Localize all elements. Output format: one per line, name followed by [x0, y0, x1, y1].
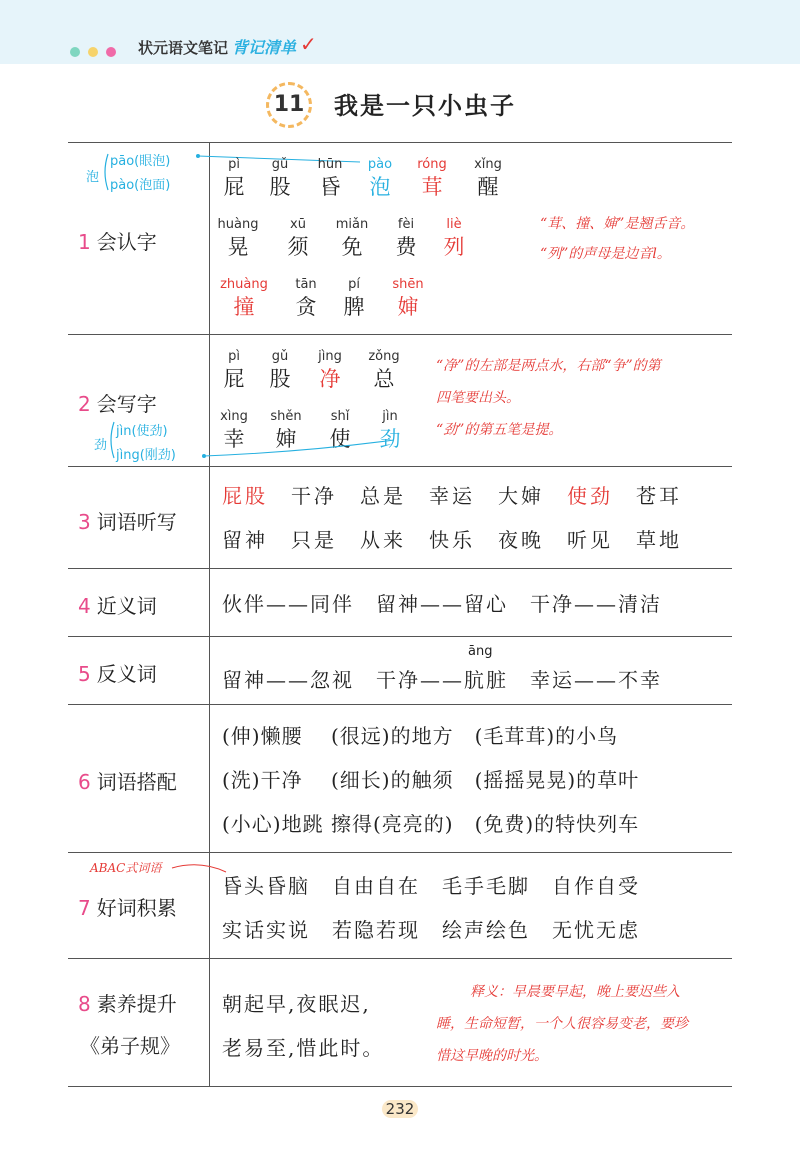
dictation-row-2	[222, 524, 682, 553]
poly-reading-1: jìn(使劲)	[116, 424, 168, 439]
char-item: xǐng 醒	[474, 157, 502, 199]
word: 幸运	[429, 484, 475, 508]
word: 只是	[291, 528, 337, 552]
poly-reading-2: pào(泡面)	[110, 178, 171, 193]
word: 听见	[567, 528, 613, 552]
char-item: hūn 昏	[317, 157, 343, 199]
section-name: 背记清单	[232, 38, 297, 57]
antonym-b: 干净——	[376, 668, 464, 692]
word: 从来	[360, 528, 406, 552]
char-item: pào 泡	[367, 157, 393, 199]
char-item: gǔ 股	[269, 157, 291, 199]
table-line	[68, 334, 732, 335]
table-line	[68, 958, 732, 959]
antonym-b-word: 肮脏	[464, 668, 508, 692]
table-line	[68, 466, 732, 467]
section-label-8: 8 素养提升	[78, 992, 177, 1016]
note-line: 惜这早晚的时光。	[436, 1048, 548, 1064]
char-item: pì 屁	[223, 157, 245, 199]
section-label-1: 1 会认字	[78, 230, 157, 254]
page-number: 232	[382, 1100, 418, 1118]
char-item: gǔ 股	[269, 349, 291, 391]
char-item: tān 贪	[295, 277, 317, 319]
char-item: jìn 劲	[379, 409, 401, 451]
word: 干净	[291, 484, 337, 508]
section-label-6: 6 词语搭配	[78, 770, 177, 794]
word: 总是	[360, 484, 406, 508]
annotation-arrow	[104, 418, 404, 464]
collocation-row-1: (伸)懒腰 (很远)的地方 (毛茸茸)的小鸟	[222, 724, 619, 748]
table-divider	[209, 142, 210, 1086]
poly-char: 泡	[86, 170, 100, 185]
char-item: zhuàng 撞	[220, 277, 268, 319]
page-title: 我是一只小虫子	[334, 92, 516, 120]
pinyin: āng	[468, 644, 493, 659]
poly-reading-2: jìng(刚劲)	[116, 448, 176, 463]
word: 留神	[222, 528, 268, 552]
char-item: xū 须	[287, 217, 309, 259]
char-item: jìng 净	[318, 349, 342, 391]
abac-annotation: ABAC式词语	[90, 861, 162, 875]
check-icon: ✓	[300, 32, 317, 56]
annotation-arrow	[170, 856, 230, 876]
note-line: 释义：早晨要早起，晚上要迟些入	[470, 984, 680, 1000]
table-line	[68, 1086, 732, 1087]
section-label-5: 5 反义词	[78, 662, 157, 686]
word: 草地	[636, 528, 682, 552]
brand-name: 状元语文笔记	[138, 39, 229, 57]
char-item: pí 脾	[343, 277, 365, 319]
word: 夜晚	[498, 528, 544, 552]
poly-reading-1: pāo(眼泡)	[110, 154, 171, 169]
word: 快乐	[429, 528, 475, 552]
char-item: shēn 婶	[392, 277, 424, 319]
source-title: 《弟子规》	[80, 1034, 180, 1058]
section-label-2: 2 会写字	[78, 392, 157, 416]
synonyms: 伙伴——同伴 留神——留心 干净——清洁	[222, 592, 662, 616]
char-item: miǎn 免	[335, 217, 369, 259]
section-label-7: 7 好词积累	[78, 896, 177, 920]
poly-char: 劲	[94, 438, 108, 453]
collocation-row-3: (小心)地跳 擦得(亮亮的) (免费)的特快列车	[222, 812, 640, 836]
char-item: shěn 婶	[270, 409, 302, 451]
header-dots	[70, 42, 124, 61]
char-item: pì 屁	[223, 349, 245, 391]
word: 屁股	[222, 484, 268, 508]
char-item: huàng 晃	[217, 217, 259, 259]
antonym-c: 幸运——不幸	[530, 668, 662, 692]
char-item: zǒng 总	[368, 349, 400, 391]
antonyms	[222, 644, 662, 693]
word: 大婶	[498, 484, 544, 508]
note-line: “列”的声母是边音l。	[540, 246, 671, 262]
char-item: xìng 幸	[220, 409, 248, 451]
good-words-row-2: 实话实说 若隐若现 绘声绘色 无忧无虑	[222, 918, 640, 942]
lesson-number: 11	[266, 82, 312, 128]
note-line: “茸、撞、婶”是翘舌音。	[540, 216, 695, 232]
antonym-a: 留神——忽视	[222, 668, 354, 692]
word: 使劲	[567, 484, 613, 508]
dictation-row-1	[222, 480, 682, 509]
word: 苍耳	[636, 484, 682, 508]
good-words-row-1: 昏头昏脑 自由自在 毛手毛脚 自作自受	[222, 874, 640, 898]
table-line	[68, 704, 732, 705]
char-item: fèi 费	[395, 217, 417, 259]
section-label-4: 4 近义词	[78, 594, 157, 618]
table-line	[68, 852, 732, 853]
table-line	[68, 636, 732, 637]
classic-line-2: 老易至,惜此时。	[222, 1036, 385, 1060]
note-line: “劲”的第五笔是提。	[436, 422, 563, 438]
note-line: 四笔要出头。	[436, 390, 520, 406]
note-line: 睡，生命短暂，一个人很容易变老，要珍	[436, 1016, 688, 1032]
table-line	[68, 568, 732, 569]
collocation-row-2: (洗)干净 (细长)的触须 (摇摇晃晃)的草叶	[222, 768, 640, 792]
char-item: róng 茸	[417, 157, 447, 199]
table-line	[68, 142, 732, 143]
classic-line-1: 朝起早,夜眠迟,	[222, 992, 371, 1016]
char-item: shǐ 使	[329, 409, 351, 451]
char-item: liè 列	[443, 217, 465, 259]
note-line: “净”的左部是两点水，右部“争”的第	[436, 358, 661, 374]
section-label-3: 3 词语听写	[78, 510, 177, 534]
